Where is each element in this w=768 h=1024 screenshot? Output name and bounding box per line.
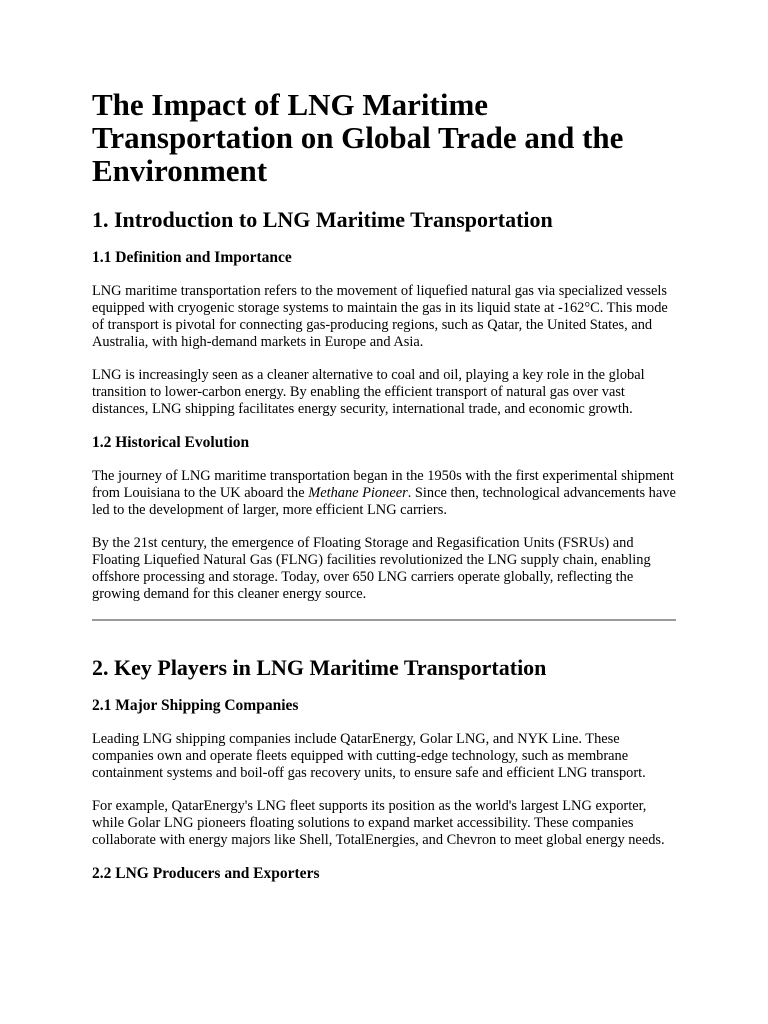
subsection-heading-shipping-companies: 2.1 Major Shipping Companies: [92, 697, 299, 714]
paragraph-history-1: [92, 468, 676, 519]
document-title: The Impact of LNG Maritime Transportation on Global Trade and the Environment: [92, 87, 624, 188]
section-heading-introduction: 1. Introduction to LNG Maritime Transportation: [92, 207, 553, 232]
paragraph-shipping-companies-2: For example, QatarEnergy's LNG fleet supports its position as the world's largest LNG exporter, while Golar LNG pioneers floating solutions to expand market accessibility. These companies collaborate with energy majors like Shell, TotalEnergies, and Chevron to meet global energy needs.: [92, 798, 665, 848]
paragraph-history-2: By the 21st century, the emergence of Floating Storage and Regasification Units (FSRUs) and Floating Liquefied Natural Gas (FLNG) facilities revolutionized the LNG supply chain, enabling offshore processing and storage. Today, over 650 LNG carriers operate globally, reflecting the growing demand for this cleaner energy source.: [92, 535, 651, 602]
paragraph-definition-2: LNG is increasingly seen as a cleaner alternative to coal and oil, playing a key role in the global transition to lower-carbon energy. By enabling the efficient transport of natural gas over vast distances, LNG shipping facilitates energy security, international trade, and economic growth.: [92, 367, 645, 417]
paragraph-history-1-text-after: . Since then, technological advancements have led to the development of larger, more efficient LNG carriers.: [92, 485, 676, 518]
section-divider: [92, 619, 676, 621]
ship-name-methane-pioneer: Methane Pioneer: [308, 485, 408, 501]
subsection-heading-definition: 1.1 Definition and Importance: [92, 249, 292, 266]
paragraph-shipping-companies-1: Leading LNG shipping companies include QatarEnergy, Golar LNG, and NYK Line. These companies own and operate fleets equipped with cutting-edge technology, such as membrane containment systems and boil-off gas recovery units, to ensure safe and efficient LNG transport.: [92, 731, 646, 781]
subsection-heading-producers-exporters: 2.2 LNG Producers and Exporters: [92, 865, 320, 882]
section-heading-key-players: 2. Key Players in LNG Maritime Transportation: [92, 655, 547, 680]
subsection-heading-historical-evolution: 1.2 Historical Evolution: [92, 434, 250, 451]
paragraph-definition-1: LNG maritime transportation refers to the movement of liquefied natural gas via specialized vessels equipped with cryogenic storage systems to maintain the gas in its liquid state at -162°C. This mode of transport is pivotal for connecting gas-producing regions, such as Qatar, the United States, and Australia, with high-demand markets in Europe and Asia.: [92, 283, 668, 350]
paragraph-history-1-text-before: The journey of LNG maritime transportation began in the 1950s with the first experimental shipment from Louisiana to the UK aboard the: [92, 468, 674, 501]
